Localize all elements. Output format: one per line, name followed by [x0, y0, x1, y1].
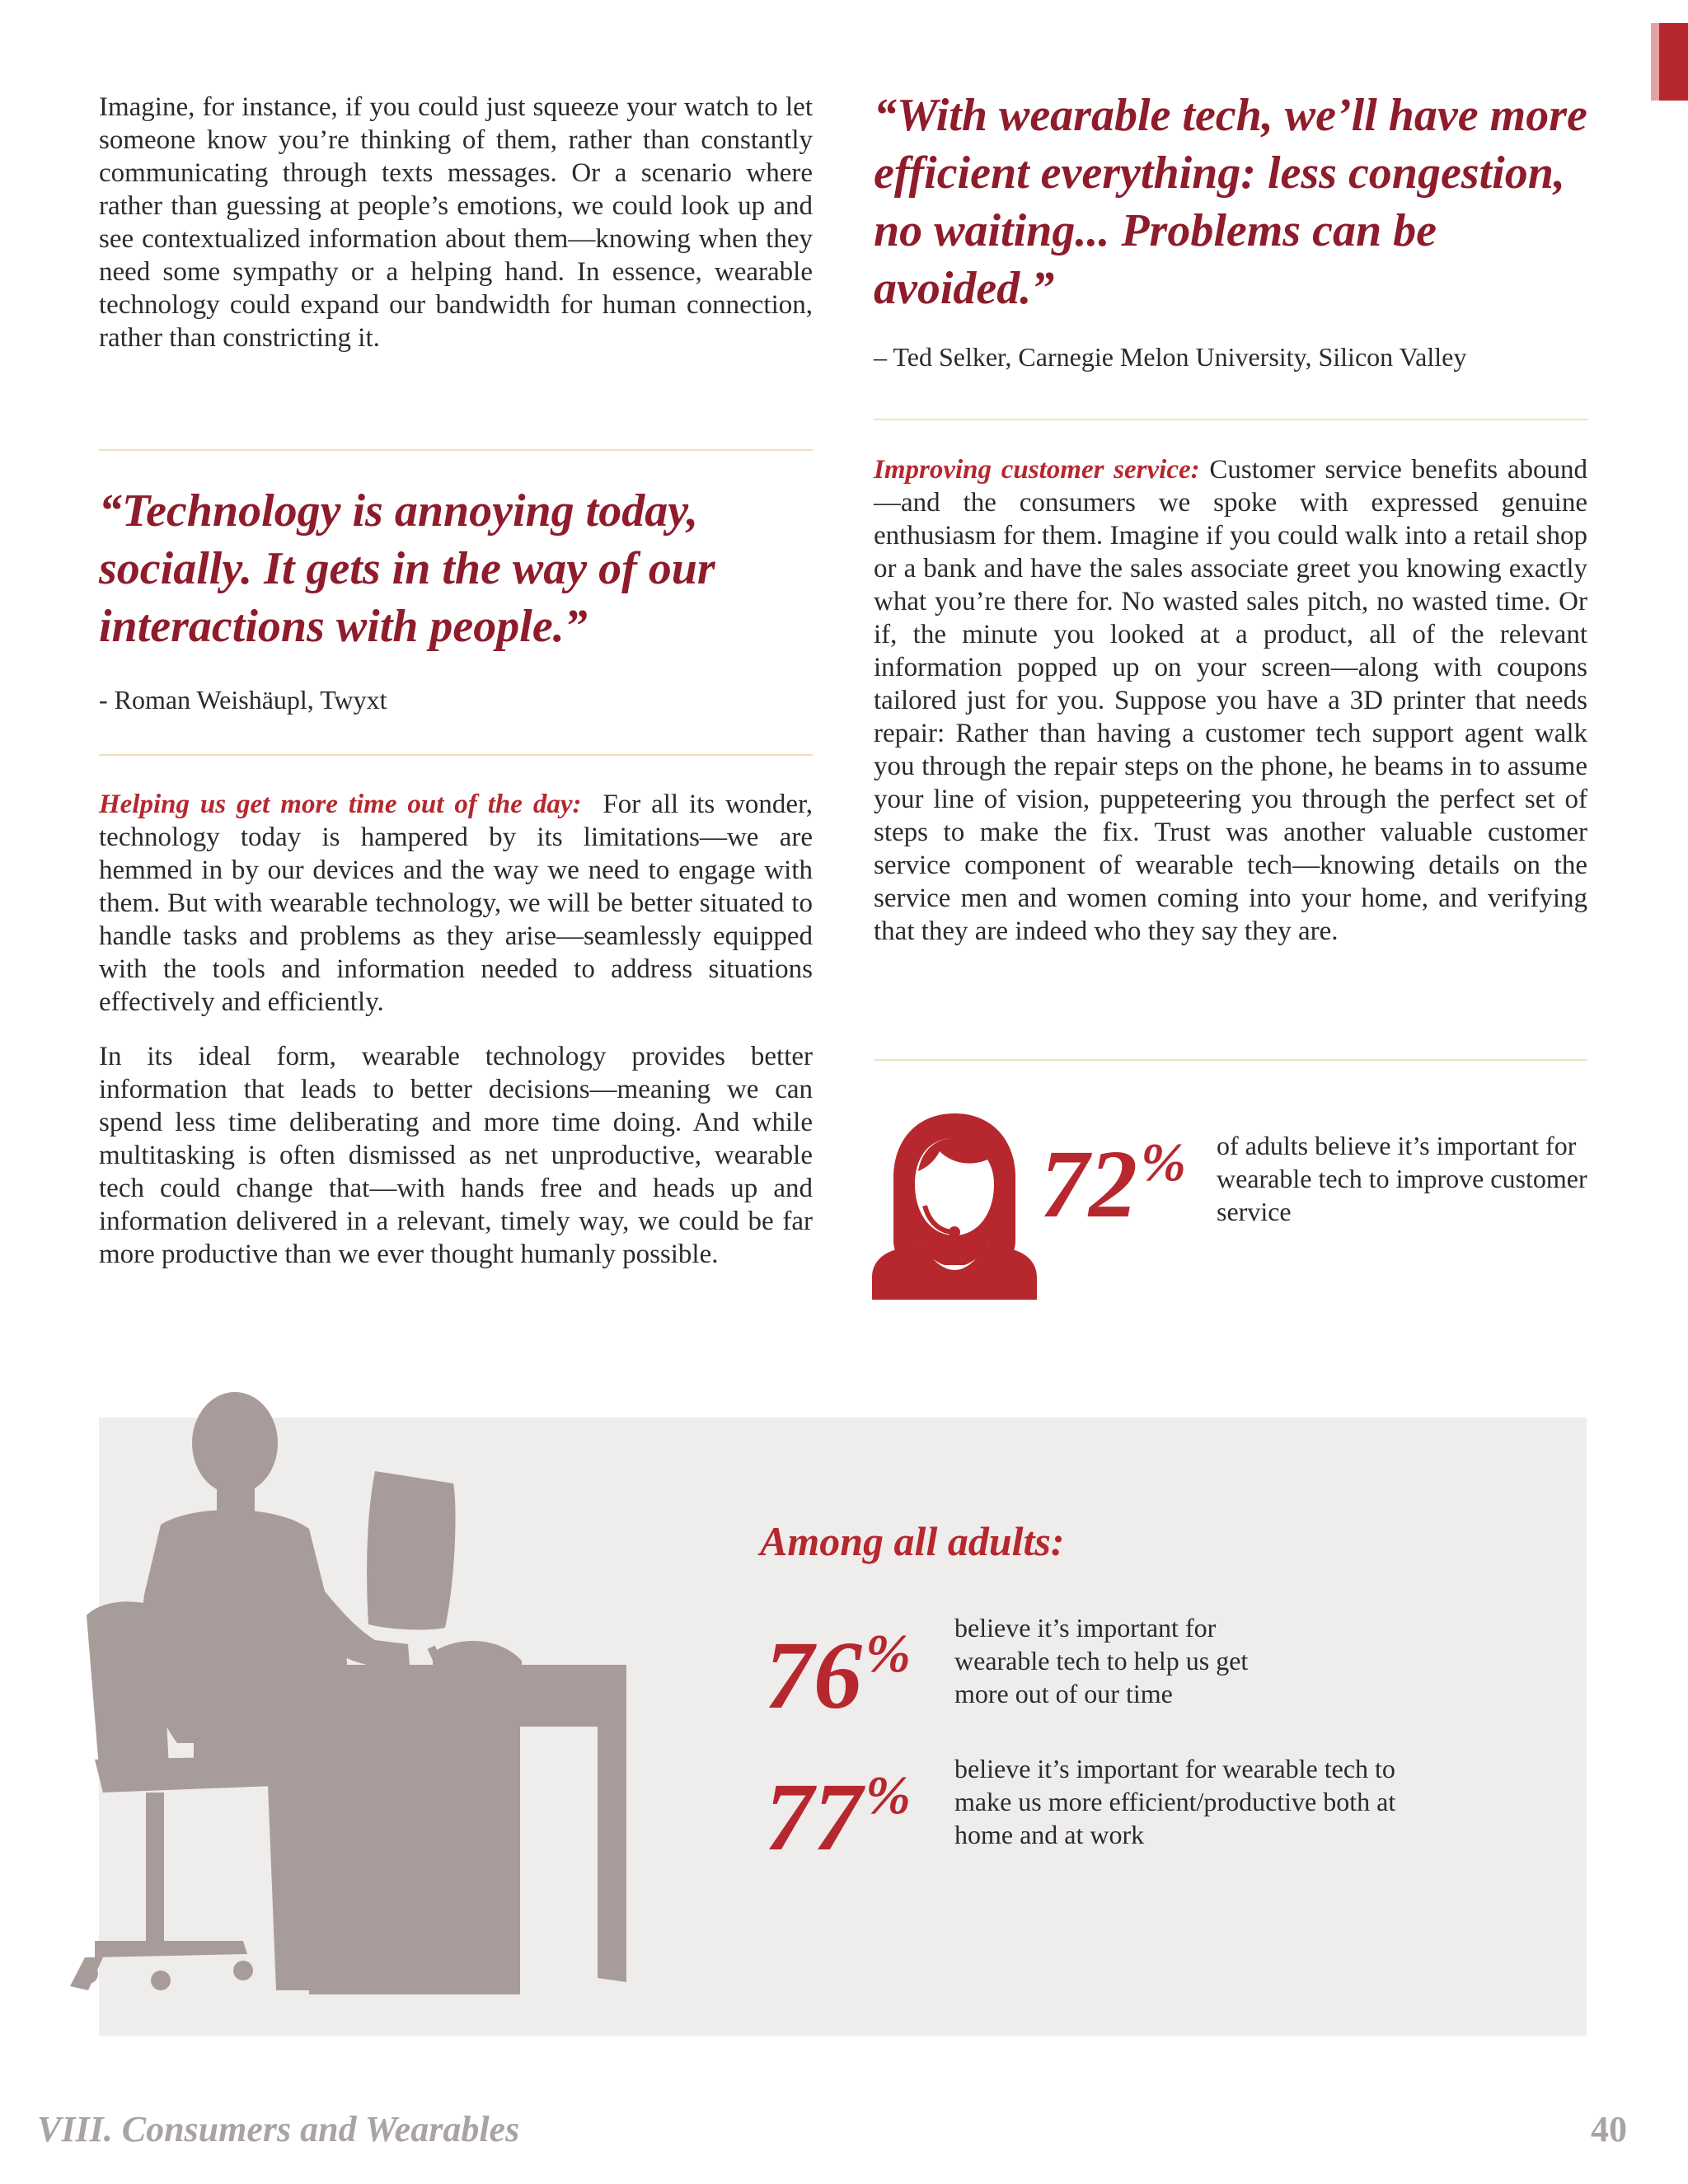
left-section: [99, 788, 813, 1271]
right-rule-top: [874, 419, 1587, 420]
closing-paragraph: In its ideal form, wearable technology provides better information that leads to better decisions—meaning we can spend less time deliberating and more time doing. And while multitasking is often dismissed as net unproductive, wearable tech could change that—with hands free and heads up and information delivered in a relevant, timely way, we could be far more productive than we ever thought humanly possible.: [99, 1042, 813, 1269]
left-pull-quote: “Technology is annoying today, socially. It gets in the way of our interactions with people.”: [99, 485, 715, 652]
intro-paragraph: Imagine, for instance, if you could just squeeze your watch to let someone know you’re thinking of them, rather than constantly communicating through texts messages. Or a scenario where rather than guessing at people’s emotions, we could look up and see contextualized information about them—knowing when they need some sympathy or a helping hand. In essence, wearable technology could expand our bandwidth for human connection, rather than constricting it.: [99, 92, 813, 353]
footer-section-title: VIII. Consumers and Wearables: [37, 2109, 520, 2149]
right-pull-quote: “With wearable tech, we’ll have more efficient everything: less congestion, no waiting... Problems can be avoided.”: [874, 90, 1587, 314]
stat-77-value: 77: [765, 1763, 862, 1871]
right-quote-attribution: – Ted Selker, Carnegie Melon University, Silicon Valley: [874, 342, 1467, 372]
stat-76-number: [765, 1605, 911, 1729]
stat-72-number: [1040, 1114, 1186, 1238]
corner-tab: [1659, 23, 1688, 101]
stat-72-percent-sign: %: [1141, 1132, 1186, 1193]
customer-service-lead-in: Improving customer service:: [874, 455, 1200, 485]
time-section-body: For all its wonder, technology today is hampered by its limitations—we are hemmed in by our devices and the way we need to engage with them. But with wearable technology, we will be better situated to handle tasks and problems as they arise—seamlessly equipped with the tools and information needed to address situations effectively and efficiently.: [99, 790, 814, 1017]
customer-service-body: Customer service benefits abound—and the consumers we spoke with expressed genuine enthusiasm for them. Imagine if you could walk into a retail shop or a bank and have the sales associate greet you knowing exactly what you’re there for. No wasted sales pitch, no wasted time. Or if, the minute you looked at a product, all of the relevant information popped up on your screen—along with coupons tailored just for you. Suppose you have a 3D printer that needs repair: Rather than having a customer tech support agent walk you through the repair steps on the phone, he beams in to assume your line of vision, puppeteering you through the perfect set of steps to make the fix. Trust was another valuable customer service component of wearable tech—knowing details on the service men and women coming into your home, and verifying that they are indeed who they say they are.: [874, 455, 1587, 946]
stat-76-value: 76: [765, 1621, 862, 1729]
left-quote-block: [99, 482, 824, 716]
stat-72-value: 72: [1040, 1130, 1137, 1238]
left-quote-attribution: - Roman Weishäupl, Twyxt: [99, 685, 387, 715]
customer-service-paragraph: [874, 453, 1587, 948]
stat-77-number: [765, 1747, 911, 1871]
right-section: [874, 453, 1587, 948]
stat-72-text: of adults believe it’s important for wearable tech to improve customer service: [1217, 1131, 1587, 1226]
person-at-desk-silhouette: [70, 1380, 663, 2007]
left-rule-top: [99, 449, 813, 451]
footer-page-number: 40: [1591, 2109, 1627, 2149]
left-column: [99, 91, 813, 354]
time-section-paragraph: [99, 788, 813, 1019]
time-section-lead-in: Helping us get more time out of the day:: [99, 790, 582, 819]
corner-tab-shadow: [1651, 23, 1659, 101]
stat-76-percent-sign: %: [865, 1624, 911, 1684]
panel-heading: Among all adults:: [760, 1518, 1065, 1564]
left-rule-bottom: [99, 754, 813, 756]
stat-77-percent-sign: %: [865, 1765, 911, 1825]
right-rule-bottom: [874, 1059, 1587, 1061]
stat-77-text: believe it’s important for wearable tech to make us more efficient/productive both at home and at work: [954, 1754, 1396, 1849]
stat-76-text: believe it’s important for wearable tech to help us get more out of our time: [954, 1613, 1249, 1708]
right-quote-block: [874, 87, 1599, 373]
customer-service-agent-icon: [872, 1108, 1037, 1300]
